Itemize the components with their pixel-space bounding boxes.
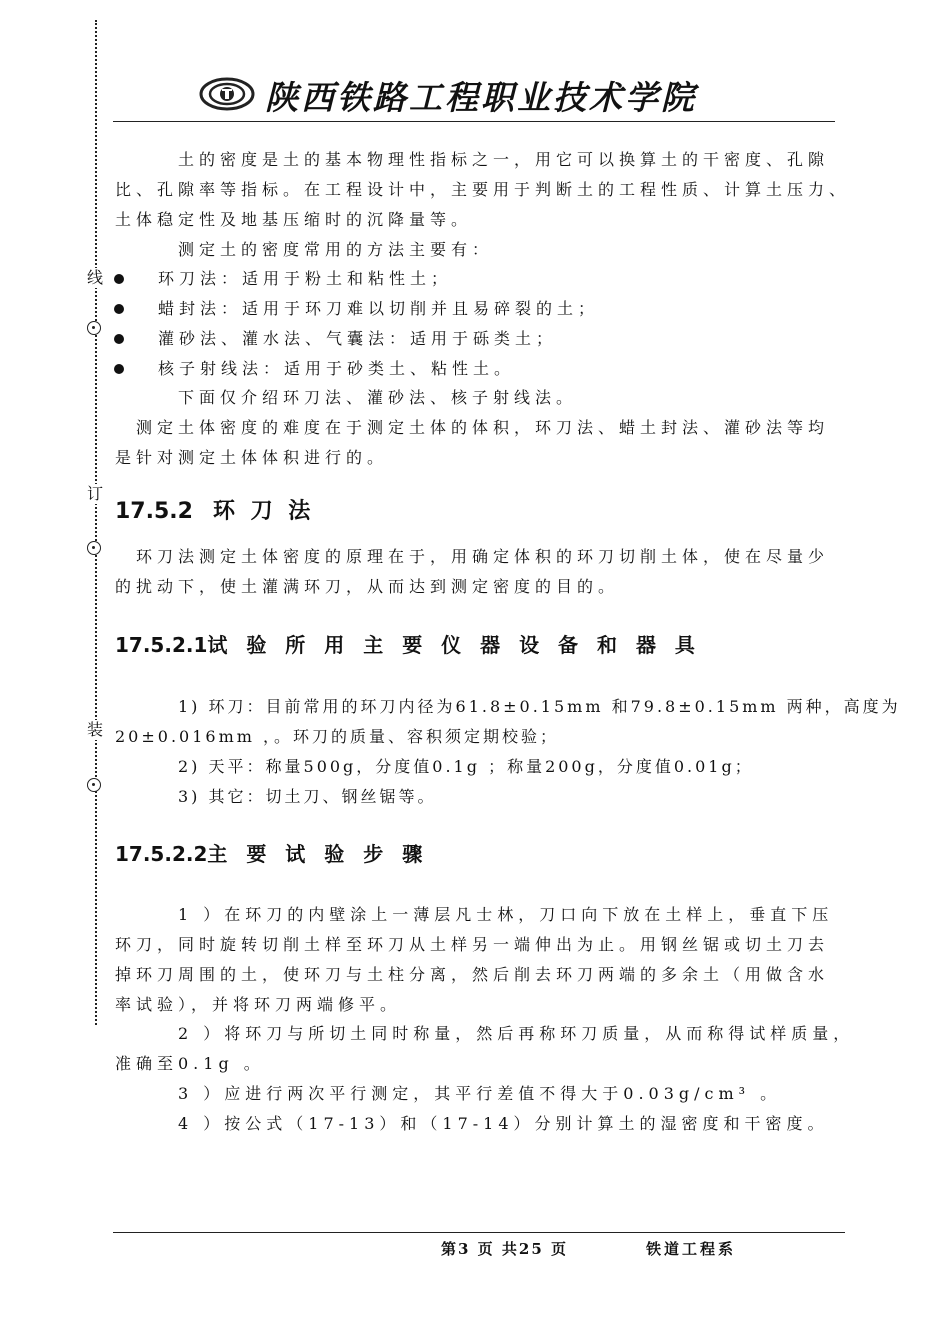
section-paragraph-line: 环刀法测定土体密度的原理在于，用确定体积的环刀切削土体，使在尽量少: [136, 547, 830, 566]
equipment-item: 2) 天平：称量500g，分度值0.1g ；称量200g，分度值0.01g；: [178, 757, 754, 776]
bullet-dot: [114, 364, 124, 374]
binding-label-ding: 订: [84, 484, 106, 504]
subsection-heading: [115, 838, 428, 867]
subsection-title: 试 验 所 用 主 要 仪 器 设 备 和 器 具: [207, 633, 701, 657]
binding-label-xian: 线: [84, 268, 106, 288]
intro-paragraph-line: 土体稳定性及地基压缩时的沉降量等。: [115, 210, 473, 229]
method-item: 环刀法：适用于粉土和粘性土；: [158, 269, 453, 288]
intro-paragraph-line: 土的密度是土的基本物理性指标之一，用它可以换算土的干密度、孔隙: [178, 150, 830, 169]
section-title: 环 刀 法: [212, 499, 315, 524]
binding-circle-mark: [87, 778, 101, 792]
footer-rule: [113, 1232, 845, 1233]
college-name: 陕西铁路工程职业技术学院: [265, 78, 697, 117]
method-item: 蜡封法：适用于环刀难以切削并且易碎裂的土；: [158, 299, 600, 318]
intro-paragraph-line: 是针对测定土体体积进行的。: [115, 448, 389, 467]
methods-intro: 测定土的密度常用的方法主要有：: [178, 240, 494, 259]
subsection-title: 主 要 试 验 步 骤: [207, 842, 429, 866]
subsection-heading: [115, 629, 701, 658]
intro-paragraph-line: 测定土体密度的难度在于测定土体的体积，环刀法、蜡土封法、灌砂法等均: [136, 418, 830, 437]
section-heading: [115, 494, 314, 525]
step-line: 4 ）按公式（17-13）和（17-14）分别计算土的湿密度和干密度。: [178, 1114, 829, 1133]
bullet-dot: [114, 334, 124, 344]
step-line: 掉环刀周围的土，使环刀与土柱分离，然后削去环刀两端的多余土（用做含水: [115, 965, 830, 984]
step-line: 准确至0.1g 。: [115, 1054, 265, 1073]
section-number: 17.5.2: [115, 499, 193, 524]
header-rule: [113, 121, 835, 122]
equipment-item: 20±0.016mm ，。环刀的质量、容积须定期校验；: [115, 727, 560, 746]
subsection-number: 17.5.2.2: [115, 842, 208, 866]
bullet-dot: [114, 274, 124, 284]
equipment-item: 3) 其它：切土刀、钢丝锯等。: [178, 787, 437, 806]
step-line: 1 ）在环刀的内壁涂上一薄层凡士林，刀口向下放在土样上，垂直下压: [178, 905, 834, 924]
equipment-item: 1) 环刀：目前常用的环刀内径为61.8±0.15mm 和79.8±0.15mm 两种，高度为: [178, 697, 901, 716]
page-header: [113, 68, 835, 120]
step-line: 率试验），并将环刀两端修平。: [115, 995, 402, 1014]
binding-circle-mark: [87, 321, 101, 335]
method-item: 核子射线法：适用于砂类土、粘性土。: [158, 359, 516, 378]
intro-paragraph-line: 下面仅介绍环刀法、灌砂法、核子射线法。: [178, 388, 578, 407]
section-paragraph-line: 的扰动下，使土灌满环刀，从而达到测定密度的目的。: [115, 577, 620, 596]
department-name: 铁道工程系: [646, 1240, 737, 1258]
binding-dotted-line: [95, 20, 97, 1025]
page-number: 第3 页 共25 页: [441, 1240, 568, 1258]
binding-circle-mark: [87, 541, 101, 555]
step-line: 2 ）将环刀与所切土同时称量，然后再称环刀质量，从而称得试样质量，: [178, 1024, 855, 1043]
college-logo-icon: [198, 70, 256, 114]
method-item: 灌砂法、灌水法、气囊法：适用于砾类土；: [158, 329, 558, 348]
binding-label-zhuang: 装: [84, 720, 106, 740]
subsection-number: 17.5.2.1: [115, 633, 208, 657]
step-line: 环刀，同时旋转切削土样至环刀从土样另一端伸出为止。用钢丝锯或切土刀去: [115, 935, 830, 954]
step-line: 3 ）应进行两次平行测定，其平行差值不得大于0.03g/cm³ 。: [178, 1084, 782, 1103]
intro-paragraph-line: 比、孔隙率等指标。在工程设计中，主要用于判断土的工程性质、计算土压力、: [115, 180, 851, 199]
bullet-dot: [114, 304, 124, 314]
